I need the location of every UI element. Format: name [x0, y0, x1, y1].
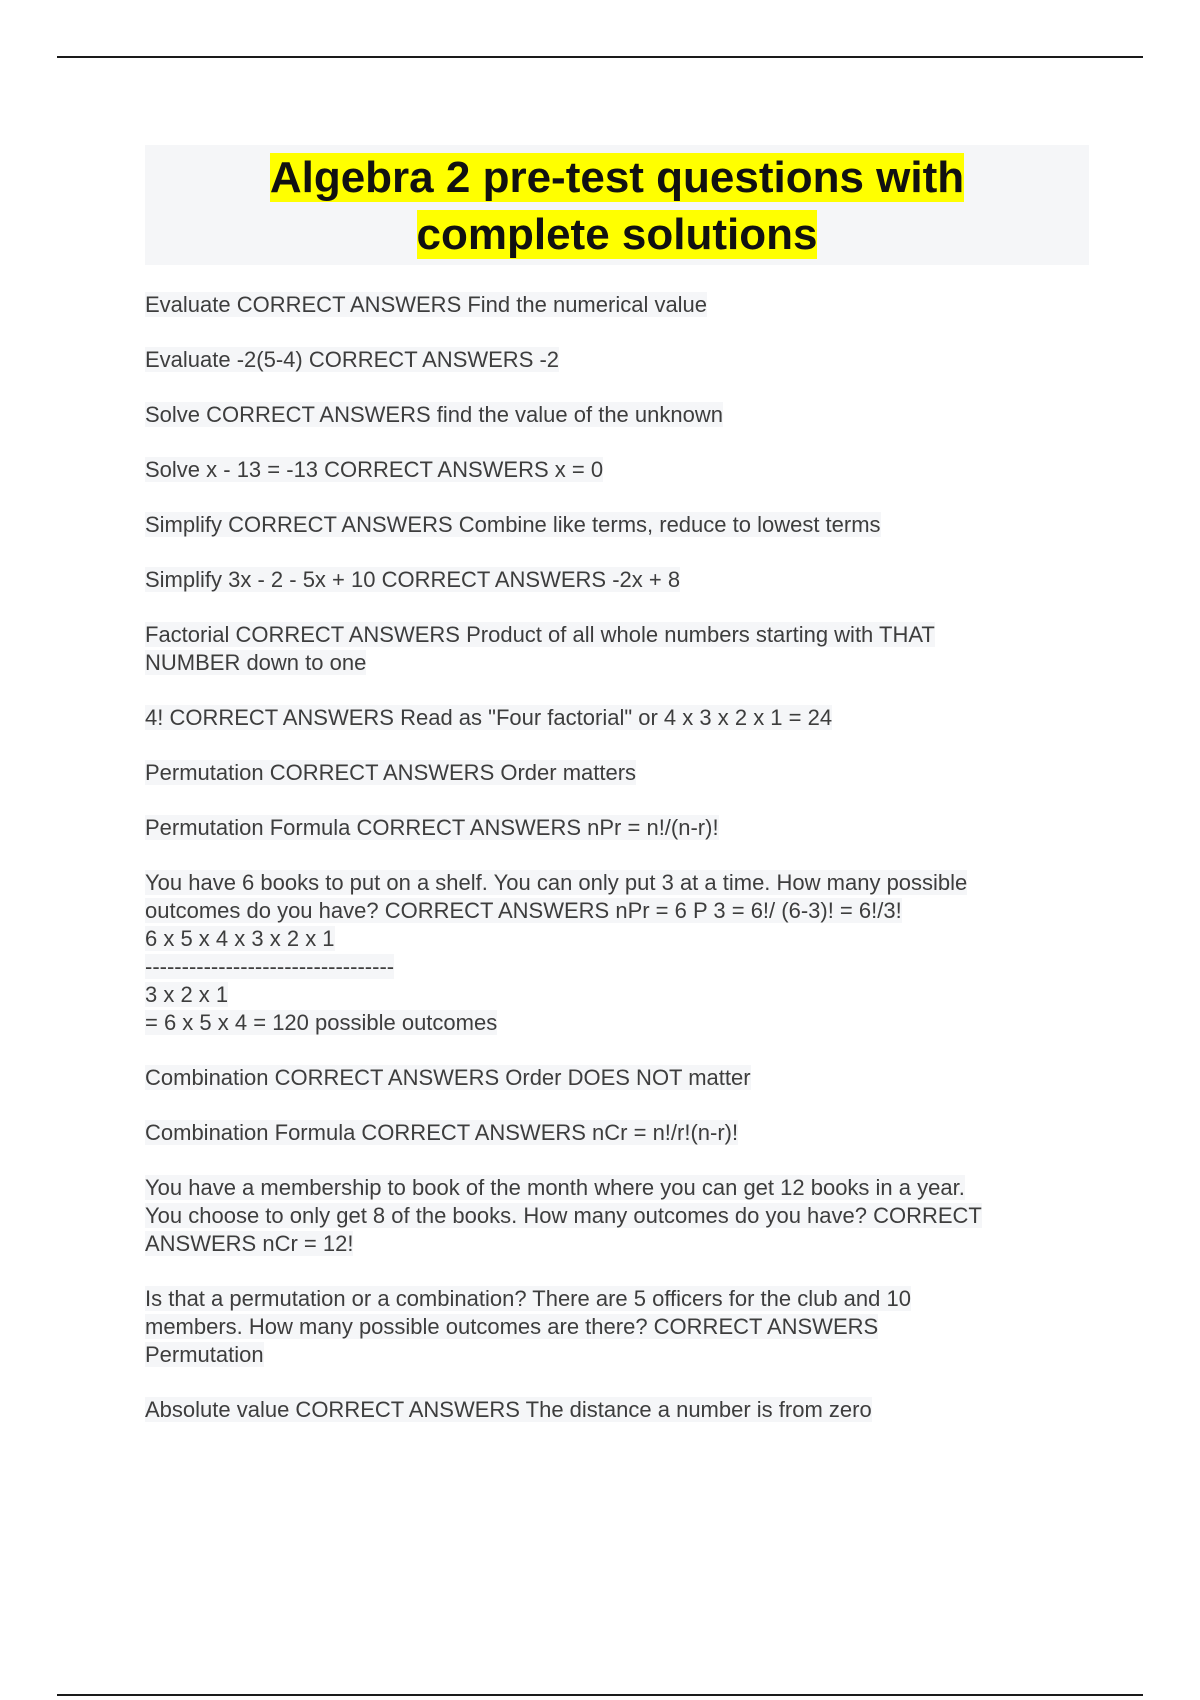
qa-text: members. How many possible outcomes are there? CORRECT ANSWERS [145, 1314, 879, 1339]
qa-entry [145, 1285, 1089, 1369]
qa-text: outcomes do you have? CORRECT ANSWERS nPr = 6 P 3 = 6!/ (6-3)! = 6!/3! [145, 898, 902, 923]
qa-line [145, 1341, 1089, 1369]
qa-line [145, 1119, 1089, 1147]
top-rule [57, 56, 1143, 58]
qa-text: Simplify 3x - 2 - 5x + 10 CORRECT ANSWERS -2x + 8 [145, 567, 681, 592]
qa-line [145, 1396, 1089, 1424]
qa-text: Factorial CORRECT ANSWERS Product of all whole numbers starting with THAT [145, 622, 935, 647]
qa-entry [145, 621, 1089, 677]
qa-line [145, 1009, 1089, 1037]
qa-text: Solve CORRECT ANSWERS find the value of the unknown [145, 402, 723, 427]
qa-line [145, 869, 1089, 897]
qa-line [145, 1064, 1089, 1092]
qa-entry [145, 704, 1089, 732]
bottom-rule [57, 1694, 1143, 1696]
qa-entry [145, 511, 1089, 539]
title-block [145, 145, 1089, 265]
qa-line [145, 401, 1089, 429]
qa-entry [145, 346, 1089, 374]
document-body [145, 145, 1089, 1451]
qa-line [145, 346, 1089, 374]
qa-text: Permutation Formula CORRECT ANSWERS nPr = n!/(n-r)! [145, 815, 719, 840]
qa-entry [145, 869, 1089, 1037]
qa-line [145, 291, 1089, 319]
qa-text: Solve x - 13 = -13 CORRECT ANSWERS x = 0 [145, 457, 604, 482]
qa-text: 3 x 2 x 1 [145, 982, 229, 1007]
qa-text: 6 x 5 x 4 x 3 x 2 x 1 [145, 926, 335, 951]
qa-line [145, 649, 1089, 677]
qa-line [145, 814, 1089, 842]
qa-text: 4! CORRECT ANSWERS Read as "Four factorial" or 4 x 3 x 2 x 1 = 24 [145, 705, 833, 730]
qa-entry [145, 1174, 1089, 1258]
qa-text: You choose to only get 8 of the books. How many outcomes do you have? CORRECT [145, 1203, 982, 1228]
qa-text: NUMBER down to one [145, 650, 367, 675]
qa-text: Combination CORRECT ANSWERS Order DOES NOT matter [145, 1065, 751, 1090]
qa-text: = 6 x 5 x 4 = 120 possible outcomes [145, 1010, 498, 1035]
qa-text: ANSWERS nCr = 12! [145, 1231, 354, 1256]
qa-line [145, 1230, 1089, 1258]
document-title [145, 149, 1089, 263]
qa-text: Permutation CORRECT ANSWERS Order matters [145, 760, 637, 785]
qa-line [145, 925, 1089, 953]
qa-line [145, 981, 1089, 1009]
qa-text: Absolute value CORRECT ANSWERS The distance a number is from zero [145, 1397, 872, 1422]
qa-entry [145, 814, 1089, 842]
qa-entry [145, 1396, 1089, 1424]
qa-text: ---------------------------------- [145, 954, 395, 979]
qa-list [145, 291, 1089, 1424]
qa-entry [145, 1064, 1089, 1092]
qa-line [145, 704, 1089, 732]
title-line-1: Algebra 2 pre-test questions with [269, 153, 965, 202]
qa-text: Combination Formula CORRECT ANSWERS nCr = n!/r!(n-r)! [145, 1120, 739, 1145]
qa-line [145, 566, 1089, 594]
qa-entry [145, 401, 1089, 429]
qa-line [145, 456, 1089, 484]
qa-text: You have a membership to book of the month where you can get 12 books in a year. [145, 1175, 965, 1200]
qa-line [145, 511, 1089, 539]
qa-line [145, 897, 1089, 925]
qa-text: Evaluate -2(5-4) CORRECT ANSWERS -2 [145, 347, 560, 372]
title-line-2: complete solutions [416, 210, 818, 259]
qa-text: You have 6 books to put on a shelf. You can only put 3 at a time. How many possible [145, 870, 968, 895]
qa-line [145, 953, 1089, 981]
qa-text: Permutation [145, 1342, 264, 1367]
qa-entry [145, 456, 1089, 484]
qa-entry [145, 291, 1089, 319]
qa-line [145, 1202, 1089, 1230]
qa-line [145, 621, 1089, 649]
qa-line [145, 759, 1089, 787]
qa-line [145, 1285, 1089, 1313]
qa-text: Simplify CORRECT ANSWERS Combine like terms, reduce to lowest terms [145, 512, 881, 537]
qa-entry [145, 566, 1089, 594]
qa-line [145, 1313, 1089, 1341]
qa-line [145, 1174, 1089, 1202]
qa-text: Evaluate CORRECT ANSWERS Find the numerical value [145, 292, 708, 317]
qa-entry [145, 1119, 1089, 1147]
qa-entry [145, 759, 1089, 787]
qa-text: Is that a permutation or a combination? There are 5 officers for the club and 10 [145, 1286, 911, 1311]
